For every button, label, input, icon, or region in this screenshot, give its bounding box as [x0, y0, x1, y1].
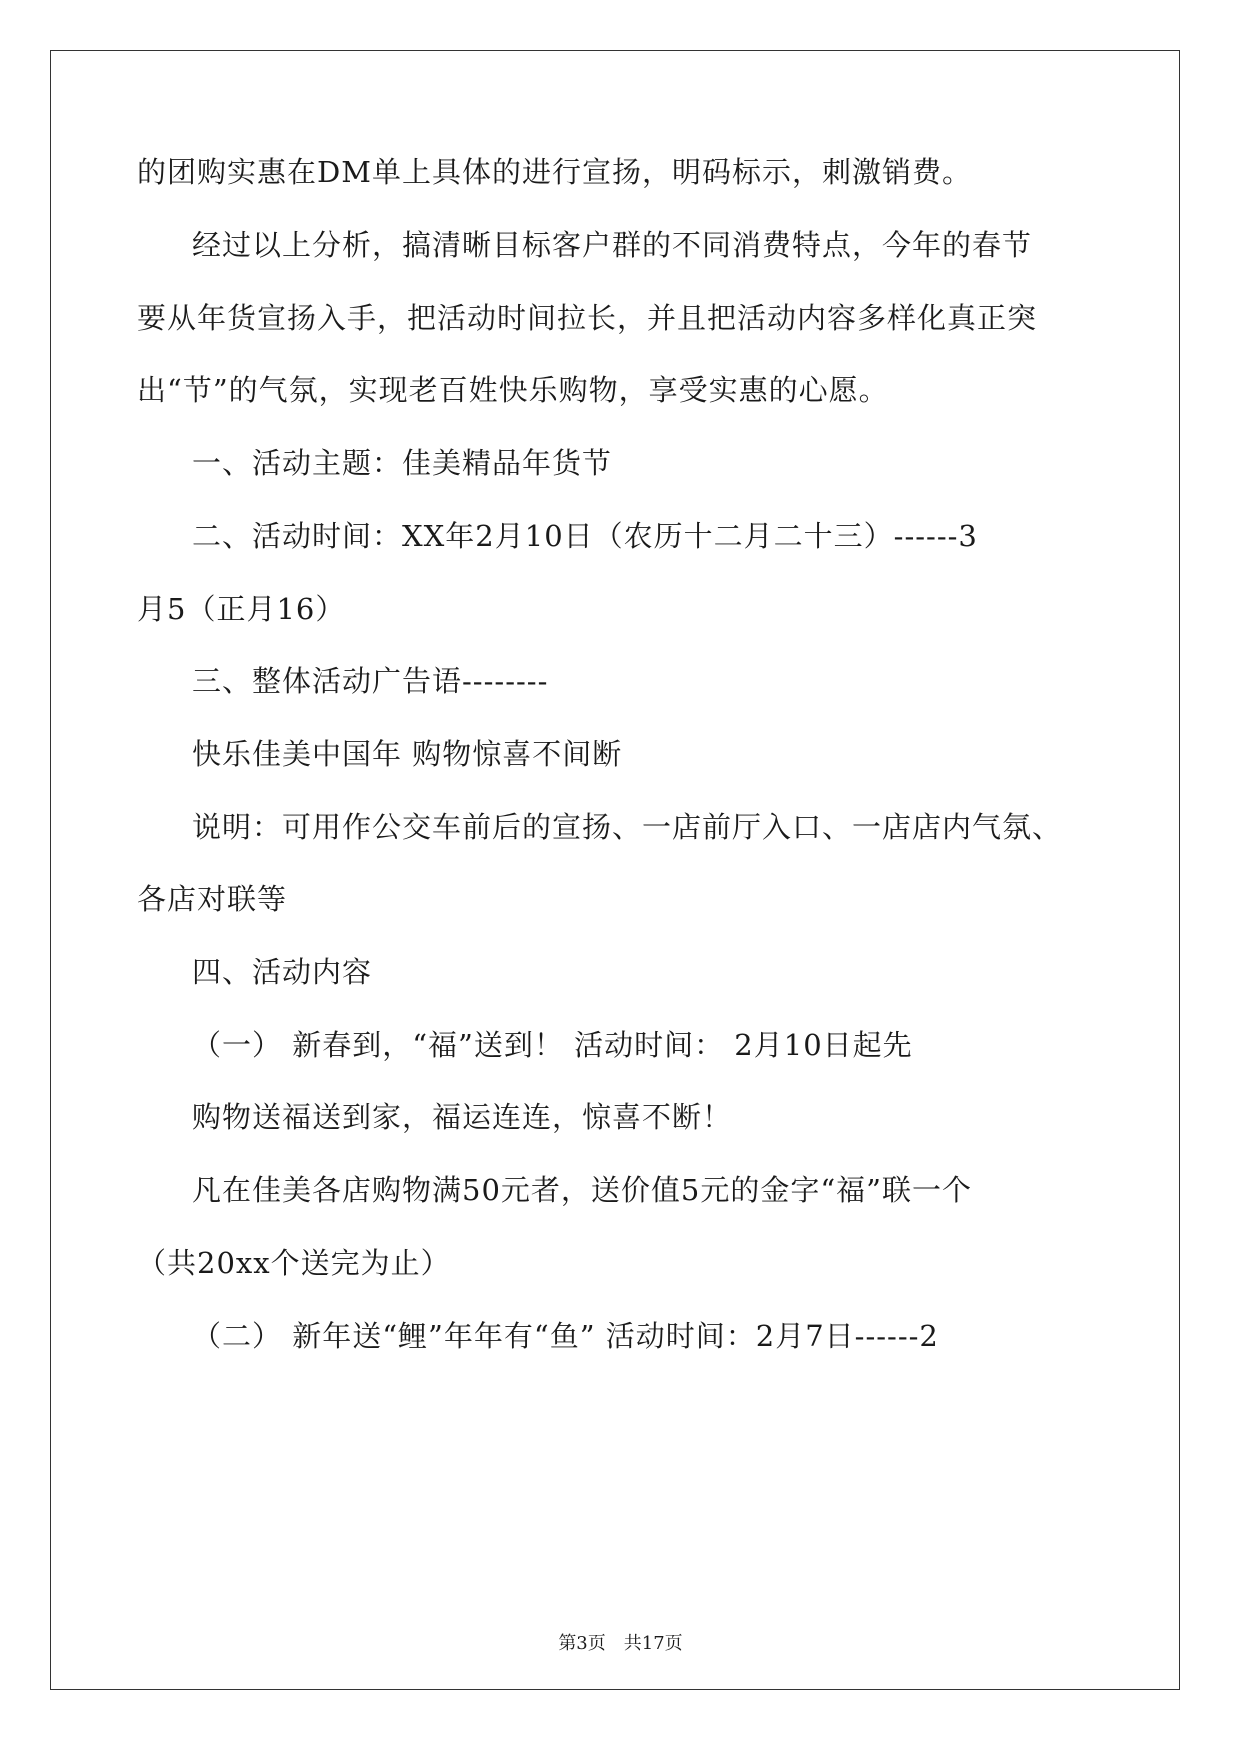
- body-line-4: 出“节”的气氛，实现老百姓快乐购物，享受实惠的心愿。: [137, 373, 889, 407]
- body-line-1: 的团购实惠在DM单上具体的进行宣扬，明码标示，刺激销费。: [137, 155, 972, 189]
- body-line-14: 购物送福送到家，福运连连，惊喜不断！: [192, 1100, 733, 1134]
- body-line-2: 经过以上分析，搞清晰目标客户群的不同消费特点，今年的春节: [192, 228, 1033, 262]
- section-heading-theme: 一、活动主题：佳美精品年货节: [192, 446, 613, 480]
- body-line-10: 说明：可用作公交车前后的宣扬、一店前厅入口、一店店内气氛、: [192, 810, 1063, 844]
- section-heading-time: 二、活动时间：XX年2月10日（农历十二月二十三）------3: [192, 519, 978, 553]
- body-line-7: 月5（正月16）: [137, 592, 346, 626]
- body-line-3: 要从年货宣扬入手，把活动时间拉长，并且把活动内容多样化真正突: [137, 301, 1038, 335]
- subsection-heading-1: （一） 新春到，“福”送到！ 活动时间： 2月10日起先: [192, 1028, 913, 1062]
- page-border: [50, 50, 1180, 1690]
- page-footer: 第3页 共17页: [558, 1633, 683, 1654]
- body-line-16: （共20xx个送完为止）: [137, 1246, 451, 1280]
- body-line-15: 凡在佳美各店购物满50元者，送价值5元的金字“福”联一个: [192, 1173, 973, 1207]
- subsection-heading-2: （二） 新年送“鲤”年年有“鱼” 活动时间：2月7日------2: [192, 1319, 939, 1353]
- body-line-11: 各店对联等: [137, 882, 288, 916]
- section-heading-slogan: 三、整体活动广告语--------: [192, 664, 549, 698]
- section-heading-content: 四、活动内容: [192, 955, 373, 989]
- slogan-text: 快乐佳美中国年 购物惊喜不间断: [192, 737, 623, 771]
